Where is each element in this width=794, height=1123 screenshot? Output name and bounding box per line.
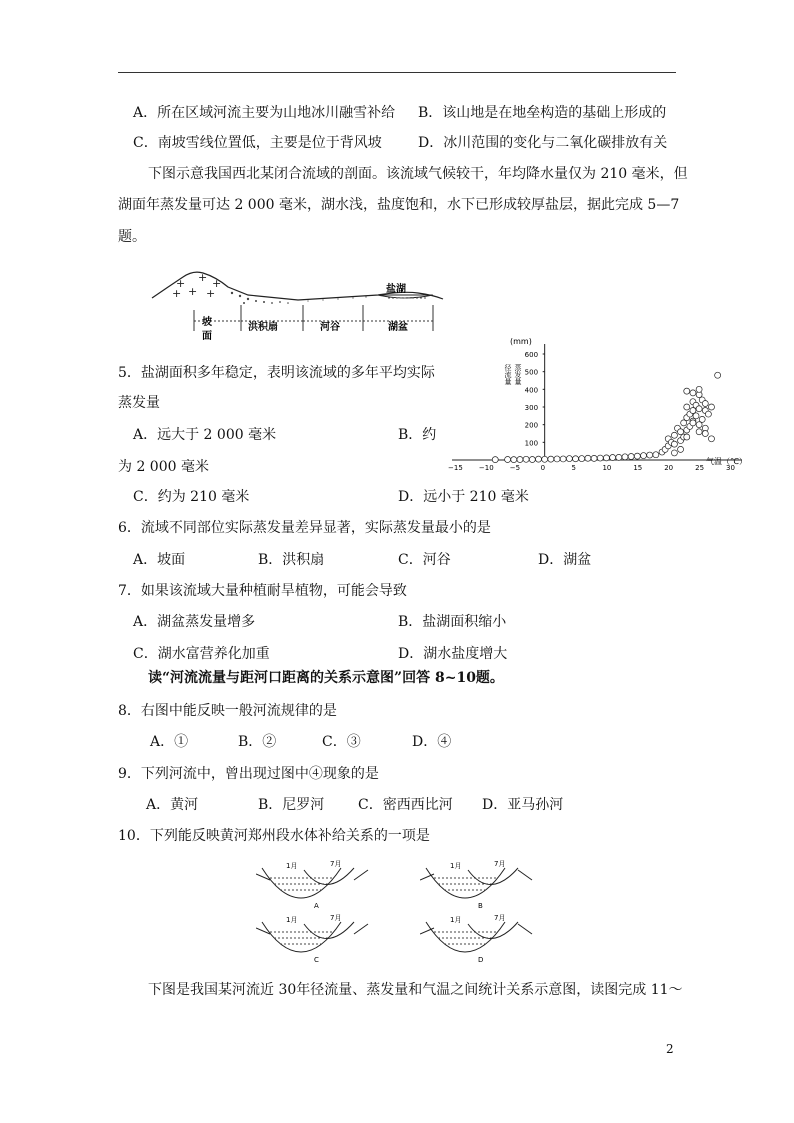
chart-xlabel: 气温（℃） [706,457,747,466]
chart-point [585,455,591,461]
basin-profile-diagram [148,265,448,345]
section-instruction: 读“河流流量与距河口距离的关系示意图”回答 8~10题。 [148,670,504,686]
card-month-jan: 1月 [286,916,298,924]
q5-option-a: A．远大于 2 000 毫米 [133,427,277,443]
label-slope-2: 面 [202,331,212,342]
chart-point [517,456,523,462]
chart-point [702,400,708,406]
chart-point [690,420,696,426]
chart-x-tick-label: 20 [664,464,674,472]
chart-y-tick-label: 300 [524,404,539,412]
chart-point [535,456,541,462]
chart-point [693,413,699,419]
chart-point [579,456,585,462]
q9-option-d: D．亚马孙河 [482,797,564,813]
card-month-jul: 7月 [494,860,506,868]
chart-point [560,456,566,462]
chart-x-tick-label: −15 [448,464,463,472]
chart-point [505,456,511,462]
chart-point [684,388,690,394]
chart-point [653,452,659,458]
chart-point [616,454,622,460]
chart-point [573,456,579,462]
q8-option-b: B．② [238,734,277,750]
chart-point [492,457,498,463]
chart-point [610,455,616,461]
chart-x-tick-label: −5 [509,464,521,472]
chart-point [708,404,714,410]
channel-card-d [420,912,550,964]
q5-option-b: B．约 [398,427,437,443]
q5-option-d: D．远小于 210 毫米 [398,489,529,505]
q6-option-d: D．湖盆 [538,552,592,568]
chart-y-tick-label: 200 [524,421,539,430]
chart-x-tick-label: −10 [478,464,494,472]
label-slope-1: 坡 [202,317,212,328]
q9-stem: 9．下列河流中，曾出现过图中④现象的是 [118,766,379,782]
chart-point [628,453,634,459]
label-salt-lake: 盐湖 [386,284,406,295]
chart-x-tick-label: 0 [540,464,546,472]
label-basin: 湖盆 [388,322,408,333]
chart-point [529,456,535,462]
chart-y-tick-label: 400 [524,386,539,395]
svg-text:+: + [198,271,208,284]
chart-ylabel-1: 径流量 [504,364,512,385]
chart-point [696,386,702,392]
chart-point [591,455,597,461]
q8-stem: 8．右图中能反映一般河流规律的是 [118,703,337,719]
card-letter: A [314,902,319,910]
chart-x-tick-label: 10 [602,464,612,472]
svg-text:+: + [176,277,186,290]
q7-stem: 7．如果该流域大量种植耐旱植物，可能会导致 [118,583,407,599]
q6-stem: 6．流域不同部位实际蒸发量差异显著，实际蒸发量最小的是 [118,520,491,536]
svg-text:+: + [172,287,182,300]
chart-point [678,446,684,452]
chart-y-tick-label: 600 [524,351,539,359]
q6-option-a: A．坡面 [133,552,186,568]
q10-stem: 10．下列能反映黄河郑州段水体补给关系的一项是 [118,828,430,844]
chart-point [647,452,653,458]
chart-point [554,456,560,462]
chart-point [566,456,572,462]
chart-point [699,416,705,422]
q5-option-b-cont: 为 2 000 毫米 [118,459,209,475]
q9-option-a: A．黄河 [146,797,199,813]
q7-option-d: D．湖水盐度增大 [398,646,508,662]
chart-point [548,456,554,462]
card-month-jul: 7月 [330,914,342,922]
option-a: A．所在区域河流主要为山地冰川融雪补给 [133,105,396,121]
runoff-evaporation-chart [440,334,760,474]
svg-text:+: + [206,287,216,300]
channel-card-a [256,858,386,910]
chart-point [684,404,690,410]
q6-option-b: B．洪积扇 [258,552,325,568]
chart-y-tick-label: 100 [524,439,539,448]
card-month-jan: 1月 [450,916,462,924]
q8-option-d: D．④ [412,734,452,750]
chart-point [671,450,677,456]
chart-x-tick-label: 5 [571,464,577,472]
chart-point [696,406,702,412]
header-rule [118,72,676,73]
q6-option-c: C．河谷 [398,552,451,568]
q7-option-b: B．盐湖面积缩小 [398,614,507,630]
channel-card-b [420,858,550,910]
chart-x-tick-label: 25 [695,464,705,472]
chart-point [671,441,677,447]
q7-option-a: A．湖盆蒸发量增多 [133,614,256,630]
card-month-jan: 1月 [286,862,298,870]
channel-card-c [256,912,386,964]
passage-line-3: 题。 [118,229,146,245]
q7-option-c: C．湖水富营养化加重 [133,646,270,662]
chart-point [684,434,690,440]
q9-option-c: C．密西西比河 [358,797,453,813]
chart-point [641,453,647,459]
page-number: 2 [666,1042,674,1056]
card-month-jul: 7月 [330,860,342,868]
chart-point [705,411,711,417]
passage-next: 下图是我国某河流近 30年径流量、蒸发量和气温之间统计关系示意图，读图完成 11～ [148,982,683,998]
chart-y-tick-label: 500 [524,368,539,377]
chart-unit: (mm) [510,337,532,346]
chart-point [597,455,603,461]
chart-x-tick-label: 30 [726,464,735,472]
option-d: D．冰川范围的变化与二氧化碳排放有关 [418,135,668,151]
card-letter: D [478,956,484,964]
chart-point [542,456,548,462]
card-month-jul: 7月 [494,914,506,922]
chart-point [671,432,677,438]
chart-point [634,453,640,459]
chart-point [715,372,721,378]
option-c: C．南坡雪线位置低，主要是位于背风坡 [133,135,382,151]
card-letter: C [314,956,319,964]
chart-point [708,436,714,442]
chart-point [622,454,628,460]
q5-option-c: C．约为 210 毫米 [133,489,250,505]
card-month-jan: 1月 [450,862,462,870]
chart-point [603,455,609,461]
q5-line-1: 5．盐湖面积多年稳定，表明该流域的多年平均实际 [118,365,435,381]
chart-point [523,456,529,462]
svg-text:+: + [188,285,198,298]
chart-x-tick-label: 15 [633,464,643,472]
label-fan: 洪积扇 [248,322,278,333]
q8-option-a: A．① [150,734,189,750]
passage-line-1: 下图示意我国西北某闭合流域的剖面。该流域气候较干，年均降水量仅为 210 毫米，但 [148,166,688,182]
chart-point [690,390,696,396]
chart-point [702,431,708,437]
label-valley: 河谷 [320,322,340,333]
card-letter: B [478,902,483,910]
chart-point [696,429,702,435]
chart-point [511,457,517,463]
q8-option-c: C．③ [322,734,361,750]
svg-text:+: + [212,277,222,290]
passage-line-2: 湖面年蒸发量可达 2 000 毫米，湖水浅，盐度饱和，水下已形成较厚盐层，据此完成 5—7 [118,197,680,213]
q9-option-b: B．尼罗河 [258,797,325,813]
q5-line-2: 蒸发量 [118,395,160,411]
option-b: B．该山地是在地垒构造的基础上形成的 [418,105,667,121]
chart-ylabel-2: 蒸发量 [514,364,522,385]
